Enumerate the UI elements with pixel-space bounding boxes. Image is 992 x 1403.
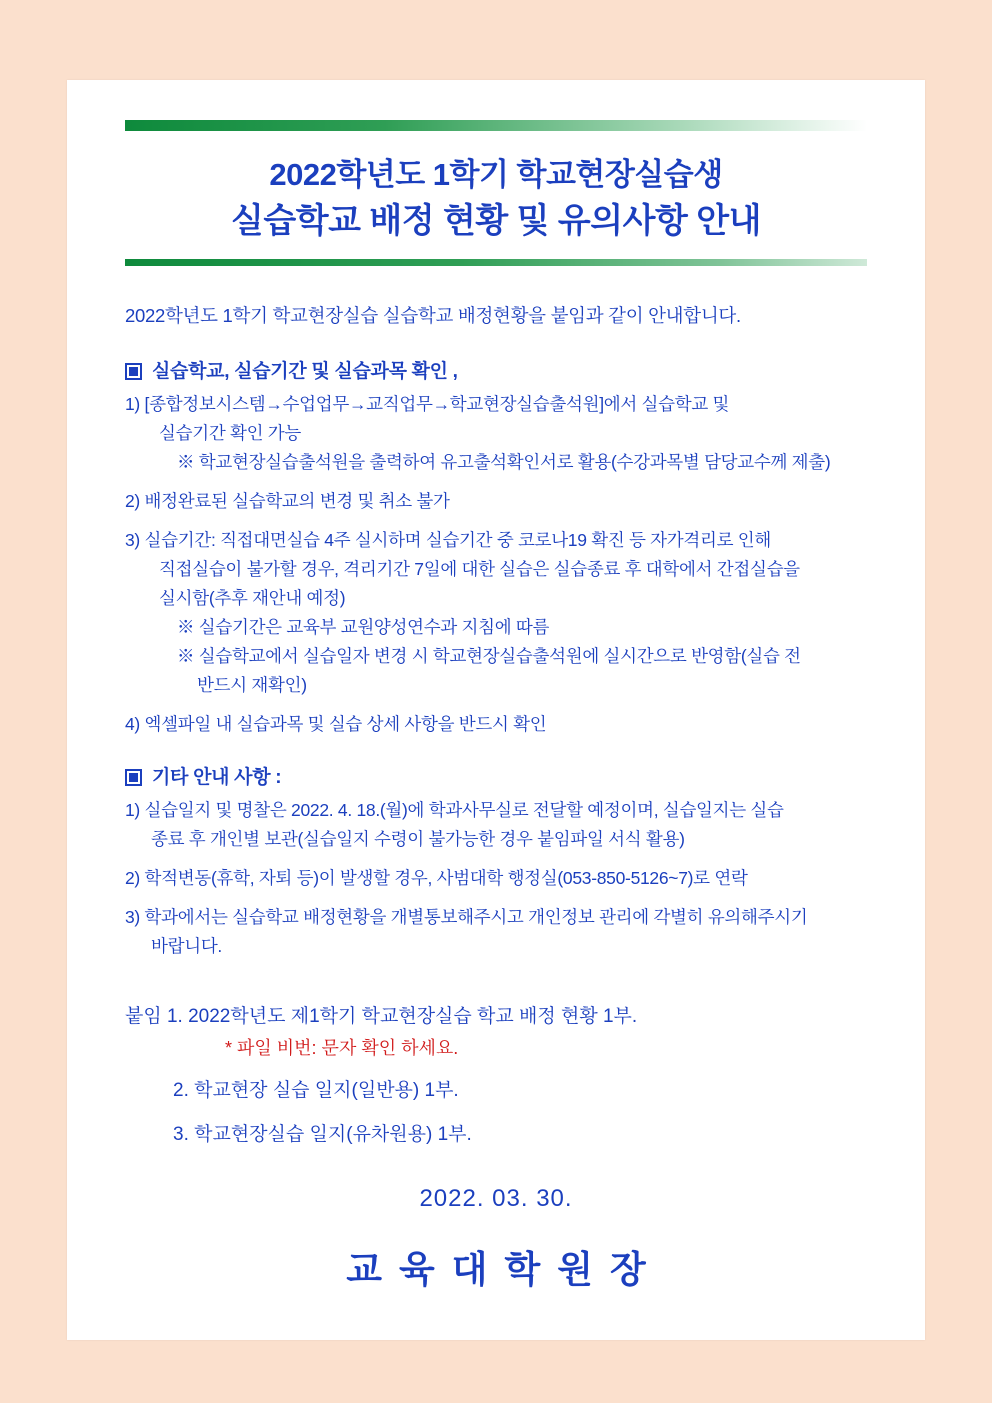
list-item-continuation: 종료 후 개인별 보관(실습일지 수령이 불가능한 경우 붙임파일 서식 활용) bbox=[151, 829, 685, 849]
item-text: 실습기간: 직접대면실습 4주 실시하며 실습기간 중 코로나19 확진 등 자가격리로 인해 bbox=[144, 530, 771, 550]
section-heading-2 bbox=[125, 763, 867, 792]
attachments-block bbox=[125, 1001, 867, 1151]
title-line-2: 실습학교 배정 현황 및 유의사항 안내 bbox=[231, 202, 761, 240]
list-item-continuation: 직접실습이 불가할 경우, 격리기간 7일에 대한 실습은 실습종료 후 대학에서 간접실습을 bbox=[159, 559, 800, 579]
item-label: 2) bbox=[125, 491, 140, 511]
list-item-note: ※ 실습학교에서 실습일자 변경 시 학교현장실습출석원에 실시간으로 반영함(실습 전 bbox=[177, 646, 801, 666]
document-title bbox=[125, 153, 867, 245]
list-item-note: ※ 실습기간은 교육부 교원양성연수과 지침에 따름 bbox=[177, 617, 550, 637]
list-item bbox=[125, 796, 867, 825]
document-body bbox=[125, 120, 867, 1293]
item-label: 1) bbox=[125, 394, 140, 414]
header-top-rule bbox=[125, 120, 867, 131]
list-item-continuation: 실습기간 확인 가능 bbox=[159, 423, 301, 443]
document-page bbox=[67, 80, 925, 1340]
list-item-note: ※ 학교현장실습출석원을 출력하여 유고출석확인서로 활용(수강과목별 담당교수께 제출) bbox=[177, 452, 831, 472]
document-content bbox=[125, 300, 867, 961]
item-text: [종합정보시스템→수업업무→교직업무→학교현장실습출석원]에서 실습학교 및 bbox=[144, 394, 730, 414]
document-date: 2022. 03. 30. bbox=[419, 1185, 573, 1212]
section-heading-2-label: 기타 안내 사항 : bbox=[152, 767, 282, 788]
list-item bbox=[125, 487, 867, 516]
item-text: 배정완료된 실습학교의 변경 및 취소 불가 bbox=[144, 491, 450, 511]
attachment-item-2: 2. 학교현장 실습 일지(일반용) 1부. bbox=[173, 1080, 459, 1101]
list-item-note-continuation: 반드시 재확인) bbox=[197, 675, 307, 695]
item-text: 학적변동(휴학, 자퇴 등)이 발생할 경우, 사범대학 행정실(053-850-5126~7)로 연락 bbox=[144, 868, 748, 888]
attachment-password-note: * 파일 비번: 문자 확인 하세요. bbox=[225, 1038, 459, 1058]
list-item-continuation: 바랍니다. bbox=[151, 936, 222, 956]
intro-paragraph: 2022학년도 1학기 학교현장실습 실습학교 배정현황을 붙임과 같이 안내합니다. bbox=[125, 305, 741, 326]
item-label: 1) bbox=[125, 800, 140, 820]
attachment-item-1: 붙임 1. 2022학년도 제1학기 학교현장실습 학교 배정 현황 1부. bbox=[125, 1006, 638, 1027]
item-text: 학과에서는 실습학교 배정현황을 개별통보해주시고 개인정보 관리에 각별히 유의해주시기 bbox=[144, 907, 808, 927]
item-label: 4) bbox=[125, 714, 140, 734]
section-heading-1 bbox=[125, 357, 867, 386]
list-item bbox=[125, 710, 867, 739]
item-text: 실습일지 및 명찰은 2022. 4. 18.(월)에 학과사무실로 전달할 예정이며, 실습일지는 실습 bbox=[144, 800, 784, 820]
item-label: 3) bbox=[125, 907, 140, 927]
section-heading-1-label: 실습학교, 실습기간 및 실습과목 확인 , bbox=[152, 361, 458, 382]
document-signer: 교육대학원장 bbox=[346, 1249, 663, 1290]
item-label: 2) bbox=[125, 868, 140, 888]
list-item bbox=[125, 864, 867, 893]
attachment-item-3: 3. 학교현장실습 일지(유차원용) 1부. bbox=[173, 1124, 472, 1145]
title-line-1: 2022학년도 1학기 학교현장실습생 bbox=[269, 157, 723, 192]
item-label: 3) bbox=[125, 530, 140, 550]
item-text: 엑셀파일 내 실습과목 및 실습 상세 사항을 반드시 확인 bbox=[144, 714, 547, 734]
list-item bbox=[125, 390, 867, 419]
list-item bbox=[125, 526, 867, 555]
bullet-square-icon bbox=[125, 363, 142, 380]
list-item-continuation: 실시함(추후 재안내 예정) bbox=[159, 588, 346, 608]
header-bottom-rule bbox=[125, 259, 867, 266]
list-item bbox=[125, 903, 867, 932]
bullet-square-icon bbox=[125, 769, 142, 786]
